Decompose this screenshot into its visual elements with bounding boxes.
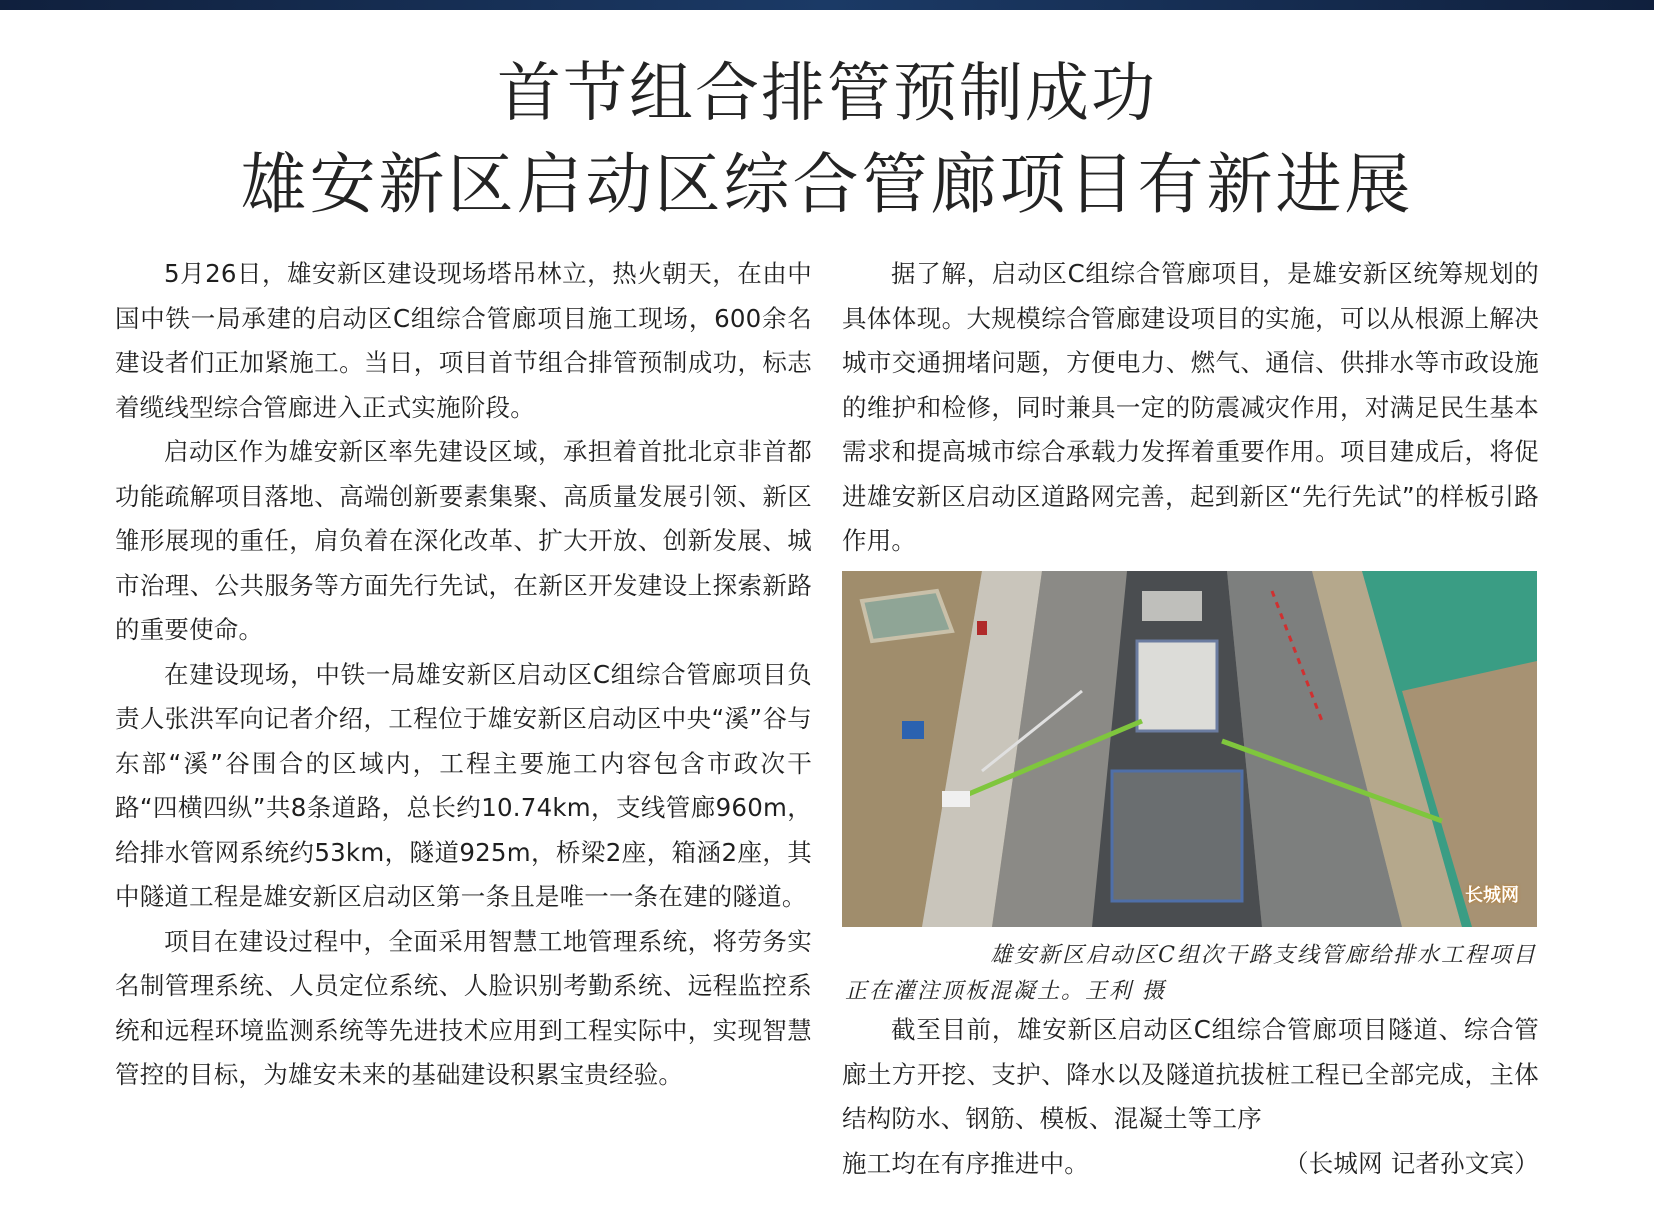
- paragraph-1: 5月26日，雄安新区建设现场塔吊林立，热火朝天，在由中国中铁一局承建的启动区C组综合管廊项目施工现场，600余名建设者们正加紧施工。当日，项目首节组合排管预制成功，标志着缆线型综合管廊进入正式实施阶段。: [115, 259, 812, 422]
- paragraph-3: 在建设现场，中铁一局雄安新区启动区C组综合管廊项目负责人张洪军向记者介绍，工程位于雄安新区启动区中央“溪”谷与东部“溪”谷围合的区域内，工程主要施工内容包含市政次干路“四横四纵”共8条道路，总长约10.74km，支线管廊960m，给排水管网系统约53km，隧道925m，桥梁2座，箱涵2座，其中隧道工程是雄安新区启动区第一条且是唯一一条在建的隧道。: [115, 659, 812, 911]
- paragraph-6-end: 施工均在有序推进中。: [842, 1148, 1089, 1178]
- last-line-row: [842, 1142, 1539, 1187]
- photo-caption: [845, 938, 1537, 1010]
- caption-line-2: 正在灌注顶板混凝土。王利 摄: [845, 979, 1166, 1004]
- headline-line-2: 雄安新区启动区综合管廊项目有新进展: [240, 146, 1414, 223]
- left-column: [115, 252, 812, 1098]
- photo-watermark-logo: 长城网: [1465, 885, 1519, 906]
- byline: （长城网 记者孙文宾）: [1284, 1148, 1539, 1178]
- paragraph-4: 项目在建设过程中，全面采用智慧工地管理系统，将劳务实名制管理系统、人员定位系统、人脸识别考勤系统、远程监控系统和远程环境监测系统等先进技术应用到工程实际中，实现智慧管控的目标，为雄安未来的基础建设积累宝贵经验。: [115, 926, 812, 1089]
- paragraph-2: 启动区作为雄安新区率先建设区域，承担着首批北京非首都功能疏解项目落地、高端创新要素集聚、高质量发展引领、新区雏形展现的重任，肩负着在深化改革、扩大开放、创新发展、城市治理、公共服务等方面先行先试，在新区开发建设上探索新路的重要使命。: [115, 437, 812, 644]
- headline-line-1: 首节组合排管预制成功: [497, 57, 1157, 131]
- top-banner-bar: [0, 0, 1654, 10]
- headline: [0, 50, 1654, 232]
- paragraph-6: 截至目前，雄安新区启动区C组综合管廊项目隧道、综合管廊土方开挖、支护、降水以及隧道抗拔桩工程已全部完成，主体结构防水、钢筋、模板、混凝土等工序: [842, 1015, 1539, 1133]
- paragraph-5: 据了解，启动区C组综合管廊项目，是雄安新区统筹规划的具体体现。大规模综合管廊建设项目的实施，可以从根源上解决城市交通拥堵问题，方便电力、燃气、通信、供排水等市政设施的维护和检修，同时兼具一定的防震减灾作用，对满足民生基本需求和提高城市综合承载力发挥着重要作用。项目建成后，将促进雄安新区启动区道路网完善，起到新区“先行先试”的样板引路作用。: [842, 259, 1539, 555]
- right-column-bottom: [842, 1008, 1539, 1186]
- construction-site-illustration: [842, 571, 1537, 927]
- construction-site-photo: [842, 571, 1537, 927]
- right-column: [842, 252, 1539, 564]
- caption-line-1: 雄安新区启动区C组次干路支线管廊给排水工程项目: [990, 943, 1537, 968]
